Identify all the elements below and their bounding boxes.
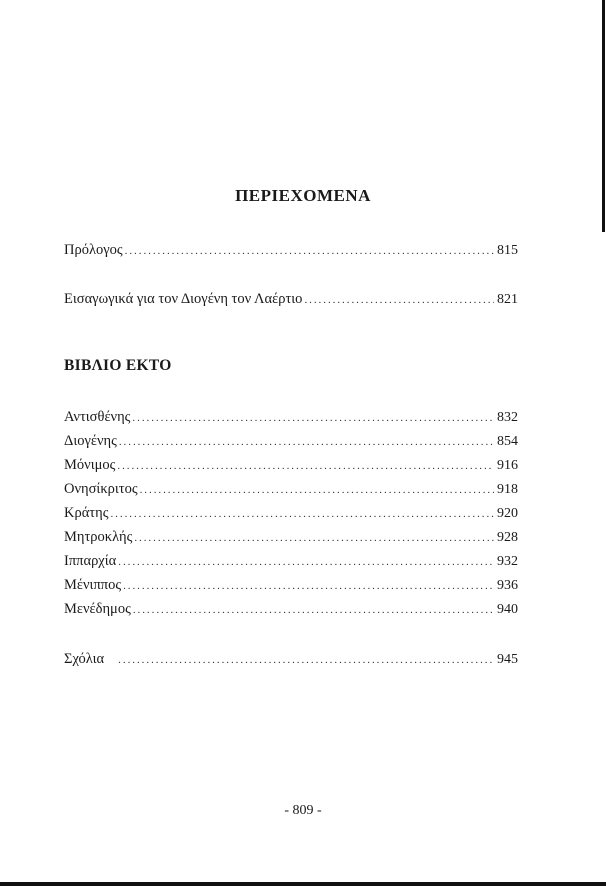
toc-entry-page: 936 [497, 578, 518, 593]
toc-entry-chapter[interactable] [64, 455, 518, 475]
toc-entry-page: 940 [497, 602, 518, 617]
toc-entry-page: 815 [497, 243, 518, 258]
toc-entry-page: 928 [497, 530, 518, 545]
dot-leader [110, 504, 494, 524]
toc-entry-label: Ιππαρχία [64, 553, 117, 569]
page-title: ΠΕΡΙΕΧΟΜΕΝΑ [235, 186, 371, 205]
toc-entry-page: 920 [497, 506, 518, 521]
toc-entry-label: Σχόλια [64, 651, 105, 667]
dot-leader [140, 480, 494, 500]
dot-leader [118, 650, 494, 670]
bottom-rule [0, 882, 606, 886]
toc-entry-prologue[interactable] [64, 240, 518, 260]
toc-entry-page: 932 [497, 554, 518, 569]
toc-entry-page: 821 [497, 292, 518, 307]
toc-entry-chapter[interactable] [64, 479, 518, 499]
toc-entry-label: Μενέδημος [64, 601, 131, 617]
dot-leader [132, 408, 494, 428]
toc-entry-label: Μόνιμος [64, 457, 116, 473]
toc-entry-page: 918 [497, 482, 518, 497]
toc-entry-label: Κράτης [64, 505, 109, 521]
page-number: - 809 - [284, 803, 322, 818]
toc-entry-chapter[interactable] [64, 503, 518, 523]
dot-leader [119, 432, 494, 452]
dot-leader [134, 528, 494, 548]
toc-entry-label: Μητροκλής [64, 529, 133, 545]
toc-entry-notes[interactable] [64, 649, 518, 669]
dot-leader [133, 600, 494, 620]
toc-entry-label: Διογένης [64, 433, 117, 449]
toc-entry-page: 854 [497, 434, 518, 449]
dot-leader [118, 552, 494, 572]
toc-entry-chapter[interactable] [64, 551, 518, 571]
toc-entry-page: 945 [497, 652, 518, 667]
dot-leader [125, 241, 494, 261]
toc-entry-chapter[interactable] [64, 431, 518, 451]
dot-leader [117, 456, 494, 476]
toc-entry-label: Αντισθένης [64, 409, 131, 425]
dot-leader [123, 576, 494, 596]
toc-entry-chapter[interactable] [64, 575, 518, 595]
toc-entry-page: 832 [497, 410, 518, 425]
toc-entry-page: 916 [497, 458, 518, 473]
dot-leader [304, 290, 494, 310]
toc-entry-chapter[interactable] [64, 527, 518, 547]
toc-entry-introduction[interactable] [64, 289, 518, 309]
toc-entry-label: Ονησίκριτος [64, 481, 138, 497]
toc-entry-label: Πρόλογος [64, 242, 123, 258]
toc-entry-chapter[interactable] [64, 599, 518, 619]
toc-entry-label: Εισαγωγικά για τον Διογένη τον Λαέρτιο [64, 291, 303, 307]
toc-entry-label: Μένιππος [64, 577, 122, 593]
toc-entry-chapter[interactable] [64, 407, 518, 427]
section-heading: ΒΙΒΛΙΟ ΕΚΤΟ [64, 357, 172, 374]
